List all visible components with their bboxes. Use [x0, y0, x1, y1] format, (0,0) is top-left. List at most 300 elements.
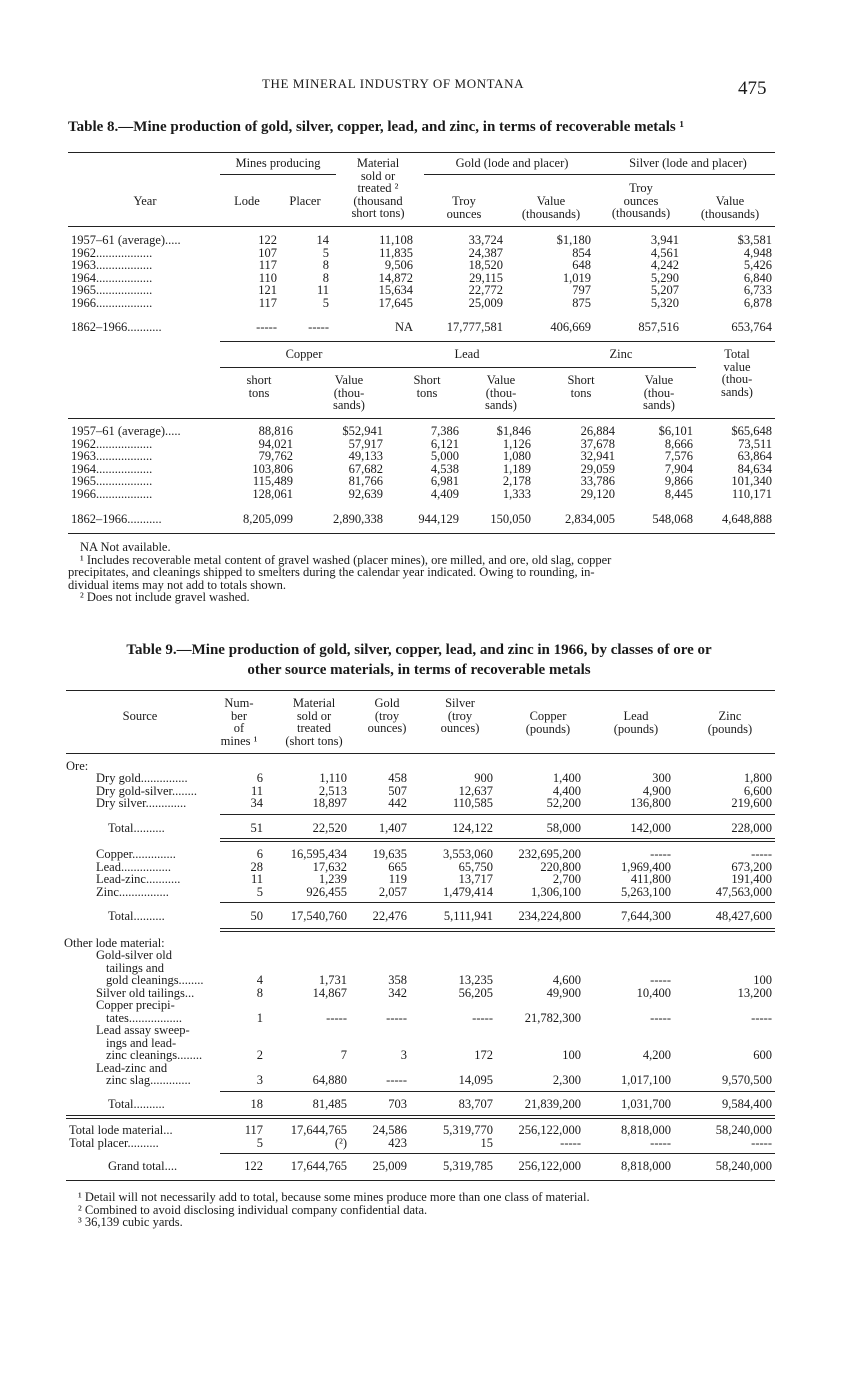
cell-value [410, 1024, 496, 1037]
cell-value: 11 [316, 283, 329, 297]
t9-g1-double-rule [220, 838, 775, 842]
row-label: Grand total.... [108, 1159, 178, 1173]
cell-value: 9,570,500 [722, 1073, 772, 1087]
t9-g3-total [66, 1098, 775, 1111]
cell-value: 256,122,000 [518, 1159, 581, 1173]
cell-value: 6,981 [430, 474, 459, 488]
cell-value: 234,224,800 [518, 909, 581, 923]
t9-g2-rule [220, 902, 775, 903]
cell-value [584, 1024, 674, 1037]
cell-value: 57,917 [348, 436, 383, 451]
cell-value: 22,772 [468, 283, 503, 297]
cell-value: 58,240,000 [715, 1159, 772, 1173]
t8-gold-val-header: Value (thousands) [521, 194, 581, 221]
row-label: tates................. [106, 1010, 183, 1025]
cell-value: 79,762 [258, 449, 293, 463]
cell-value: 56,205 [458, 985, 493, 1000]
cell-value: 84,634 [737, 461, 772, 476]
cell-value: 358 [388, 973, 407, 987]
cell-value: 5,000 [430, 449, 459, 463]
t8-lower-table [68, 425, 775, 500]
cell-value: 17,777,581 [446, 320, 503, 334]
cell-value: 797 [572, 283, 591, 297]
table9-title: Table 9.—Mine production of gold, silver, copper, lead, and zinc in 1966, by classes of ore or other source materials, in terms of recoverable metals [126, 642, 712, 678]
cell-value: 8,445 [664, 486, 693, 501]
cell-value: 228,000 [731, 821, 772, 835]
cell-value: 14,867 [312, 985, 347, 1000]
cell-value: 406,669 [550, 320, 591, 334]
table-row [68, 259, 775, 272]
t8-total-value-header: Total value (thou- sands) [721, 347, 753, 399]
table-row [66, 974, 775, 987]
row-label: Gold-silver old [96, 948, 173, 962]
cell-value: 1,400 [552, 771, 581, 785]
table-row [68, 297, 775, 310]
cell-value: 88,816 [258, 424, 293, 438]
row-label: Dry gold............... [96, 771, 188, 785]
cell-value: 673,200 [731, 859, 772, 874]
table-row [66, 772, 775, 785]
row-label: 1965.................. [71, 474, 153, 488]
cell-value [674, 949, 775, 962]
cell-value: 3 [256, 1073, 263, 1087]
row-label: 1964.................. [71, 461, 153, 476]
cell-value: 4,648,888 [722, 512, 772, 526]
cell-value [350, 949, 410, 962]
cell-value: 18 [250, 1097, 263, 1111]
t8-lower-header-rule [68, 418, 775, 419]
row-label: Dry gold-silver........ [96, 783, 198, 798]
cell-value: 1,126 [502, 436, 531, 451]
cell-value: 18,897 [312, 796, 347, 810]
t8-silver-header: Silver (lode and placer) [629, 156, 747, 170]
row-label: Lead................ [96, 859, 171, 874]
cell-value: 11,108 [379, 233, 413, 247]
t9-gold-header: Gold (troy ounces) [367, 696, 407, 735]
row-label: 1965.................. [71, 283, 153, 297]
cell-value [266, 949, 350, 962]
cell-value: 1,407 [378, 821, 407, 835]
row-label: 1957–61 (average)..... [71, 233, 181, 247]
cell-value: 548,068 [652, 512, 693, 526]
table-row [66, 949, 775, 962]
table-row [68, 488, 775, 501]
cell-value: $52,941 [342, 424, 383, 438]
total-row [68, 321, 775, 334]
t9-header-rule [66, 753, 775, 754]
t9-source-header: Source [122, 709, 158, 723]
table-row [66, 848, 775, 861]
cell-value [496, 999, 584, 1012]
cell-value: 926,455 [306, 884, 347, 899]
total-row [66, 1137, 775, 1150]
cell-value: 14,095 [458, 1073, 493, 1087]
row-label: Lead-zinc........... [96, 872, 181, 886]
running-title: THE MINERAL INDUSTRY OF MONTANA [262, 76, 525, 91]
cell-value: 4,538 [430, 461, 459, 476]
cell-value [266, 999, 350, 1012]
cell-value: 7,644,300 [621, 909, 671, 923]
cell-value: $6,101 [658, 424, 693, 438]
cell-value: ----- [751, 847, 772, 861]
cell-value: ----- [650, 1010, 671, 1025]
cell-value: 49,133 [348, 449, 383, 463]
cell-value: ----- [308, 320, 329, 334]
cell-value: 5,111,941 [443, 909, 493, 923]
cell-value [266, 1037, 350, 1050]
row-label: 1966.................. [71, 486, 153, 501]
t8-mid-rule [220, 341, 775, 342]
cell-value: 423 [388, 1135, 407, 1150]
total-row [68, 513, 775, 526]
table-row [68, 425, 775, 438]
cell-value: 49,900 [546, 985, 581, 1000]
row-label: Copper precipi- [96, 998, 175, 1012]
cell-value: 51 [250, 821, 263, 835]
cell-value: 857,516 [638, 320, 679, 334]
t8-silver-val-header: Value (thousands) [700, 194, 760, 221]
t9-totals-table [66, 1124, 775, 1149]
cell-value: 13,235 [458, 973, 493, 987]
row-label: gold cleanings........ [106, 973, 204, 987]
t9-g1-rule [220, 814, 775, 815]
cell-value: 9,866 [664, 474, 693, 488]
row-label: 1966.................. [71, 295, 153, 310]
cell-value: 8,666 [664, 436, 693, 451]
t9-group3-table [66, 949, 775, 1087]
table-row [66, 886, 775, 899]
cell-value: 17,644,765 [290, 1123, 347, 1137]
cell-value: $1,846 [496, 424, 531, 438]
cell-value: 5,426 [743, 258, 772, 272]
cell-value: 1,306,100 [531, 884, 581, 899]
cell-value [496, 949, 584, 962]
cell-value: 300 [652, 771, 671, 785]
cell-value: 703 [388, 1097, 407, 1111]
t8-material-header: Material sold or treated ² (thousand short tons) [351, 156, 405, 220]
cell-value: 58,000 [546, 821, 581, 835]
cell-value: 5 [256, 884, 263, 899]
t9-g2-total [66, 910, 775, 923]
cell-value: 1,080 [502, 449, 531, 463]
t8-lead-header: Lead [454, 347, 480, 361]
row-label: Total.......... [108, 909, 165, 923]
cell-value: $1,180 [556, 233, 591, 247]
cell-value: 110,171 [731, 486, 772, 501]
table-row [66, 1049, 775, 1062]
cell-value: 944,129 [418, 512, 459, 526]
cell-value: 117 [244, 1123, 263, 1137]
cell-value: 17,644,765 [290, 1159, 347, 1173]
cell-value: 6 [256, 847, 263, 861]
t8-zinc-val-header: Value (thou- sands) [643, 373, 675, 412]
t8-lower-total-table [68, 513, 775, 526]
cell-value: 4,948 [743, 245, 772, 260]
cell-value: 110 [258, 270, 277, 285]
cell-value: 34 [250, 796, 263, 810]
cell-value: 5,290 [650, 270, 679, 285]
cell-value: ----- [751, 1135, 772, 1150]
cell-value: 17,540,760 [290, 909, 347, 923]
t8-lead-val-header: Value (thou- sands) [485, 373, 517, 412]
cell-value: 29,115 [469, 270, 503, 285]
cell-value: 24,586 [372, 1123, 407, 1137]
cell-value: 1,969,400 [621, 859, 671, 874]
cell-value: 33,724 [468, 233, 503, 247]
t8-lode-header: Lode [234, 194, 260, 208]
cell-value: $3,581 [737, 233, 772, 247]
cell-value: 29,059 [580, 461, 615, 476]
cell-value: 342 [388, 985, 407, 1000]
cell-value: 21,839,200 [524, 1097, 581, 1111]
cell-value: 4,242 [650, 258, 679, 272]
cell-value: 4,600 [552, 973, 581, 987]
t8-upper-total-table [68, 321, 775, 334]
cell-value: ----- [751, 1010, 772, 1025]
table-row [66, 1074, 775, 1087]
total-row [66, 910, 775, 923]
cell-value [496, 1024, 584, 1037]
cell-value: 50 [250, 909, 263, 923]
cell-value: 122 [258, 233, 277, 247]
cell-value: 110,585 [452, 796, 493, 810]
cell-value: 63,864 [737, 449, 772, 463]
cell-value: 5,263,100 [621, 884, 671, 899]
cell-value: 11,835 [379, 245, 413, 260]
cell-value: 4,200 [642, 1048, 671, 1062]
t8-metal-rule [424, 174, 775, 175]
t9-g1-total [66, 822, 775, 835]
cell-value: 25,009 [372, 1159, 407, 1173]
cell-value: 4,400 [552, 783, 581, 798]
cell-value: 26,884 [580, 424, 615, 438]
cell-value: 21,782,300 [524, 1010, 581, 1025]
cell-value: 29,120 [580, 486, 615, 501]
cell-value: 6,840 [743, 270, 772, 285]
cell-value: 6 [256, 771, 263, 785]
cell-value [350, 999, 410, 1012]
cell-value: 67,682 [348, 461, 383, 476]
cell-value: 4 [256, 973, 263, 987]
table-row [66, 1024, 775, 1037]
row-label: zinc cleanings........ [106, 1048, 203, 1062]
cell-value: 24,387 [468, 245, 503, 260]
cell-value: ----- [386, 1073, 407, 1087]
row-label: 1963.................. [71, 449, 153, 463]
cell-value: 2,513 [318, 783, 347, 798]
cell-value: 1,019 [562, 270, 591, 285]
cell-value: 2,834,005 [565, 512, 615, 526]
cell-value: 1,110 [319, 771, 347, 785]
cell-value: 220,800 [540, 859, 581, 874]
cell-value: ----- [560, 1135, 581, 1150]
cell-value: 22,520 [312, 821, 347, 835]
t8-upper-table [68, 234, 775, 309]
cell-value: 7,576 [664, 449, 693, 463]
cell-value [410, 949, 496, 962]
cell-value: ----- [326, 1010, 347, 1025]
cell-value: 442 [388, 796, 407, 810]
cell-value: 12,637 [458, 783, 493, 798]
cell-value: 8,818,000 [621, 1123, 671, 1137]
cell-value: ----- [472, 1010, 493, 1025]
t9-g2-double-rule [220, 928, 775, 932]
cell-value: 5 [256, 1135, 263, 1150]
cell-value: 83,707 [458, 1097, 493, 1111]
row-label: 1862–1966........... [71, 512, 162, 526]
cell-value: (²) [334, 1135, 347, 1150]
table-row [68, 450, 775, 463]
t9-number-header: Num- ber of mines ¹ [220, 696, 258, 748]
cell-value: 13,717 [458, 872, 493, 886]
row-label: Total lode material... [69, 1123, 173, 1137]
table-row [68, 284, 775, 297]
cell-value: 4,561 [650, 245, 679, 260]
cell-value: 22,476 [372, 909, 407, 923]
table-row [66, 797, 775, 810]
t9-other-label: Other lode material: [64, 936, 165, 950]
row-label: ings and lead- [106, 1035, 177, 1050]
cell-value [410, 999, 496, 1012]
cell-value: 52,200 [546, 796, 581, 810]
cell-value: 17,645 [378, 295, 413, 310]
cell-value: 81,766 [348, 474, 383, 488]
cell-value: 2,700 [552, 872, 581, 886]
cell-value [350, 1024, 410, 1037]
cell-value: 665 [388, 859, 407, 874]
t8-copper-val-header: Value (thou- sands) [333, 373, 365, 412]
cell-value: 14,872 [378, 270, 413, 285]
cell-value: 7 [340, 1048, 347, 1062]
t9-zinc-header: Zinc (pounds) [707, 709, 753, 736]
cell-value: 648 [572, 258, 591, 272]
cell-value: 600 [753, 1048, 772, 1062]
cell-value: 32,941 [580, 449, 615, 463]
row-label: Total.......... [108, 1097, 165, 1111]
t8-silver-oz-header: Troy ounces (thousands) [611, 181, 671, 220]
t8-copper-header: Copper [285, 347, 323, 361]
cell-value: 411,800 [630, 872, 671, 886]
cell-value: 15 [480, 1135, 493, 1150]
table-row [66, 873, 775, 886]
cell-value: 122 [244, 1159, 263, 1173]
cell-value: 900 [474, 771, 493, 785]
cell-value: 6,600 [743, 783, 772, 798]
cell-value [584, 999, 674, 1012]
t8-lower-metal-rule [220, 367, 696, 368]
t8-year-header: Year [133, 194, 157, 208]
cell-value: 94,021 [258, 436, 293, 451]
row-label: 1957–61 (average)..... [71, 424, 181, 438]
t9-grand-total-table [66, 1160, 775, 1173]
cell-value: 103,806 [252, 461, 293, 476]
cell-value: 1,189 [502, 461, 531, 476]
cell-value: 58,240,000 [715, 1123, 772, 1137]
cell-value: 5,320 [650, 295, 679, 310]
cell-value: ----- [650, 1135, 671, 1150]
cell-value [216, 949, 266, 962]
cell-value: 232,695,200 [518, 847, 581, 861]
cell-value: 1,333 [502, 486, 531, 501]
cell-value: 16,595,434 [290, 847, 347, 861]
cell-value: 33,786 [580, 474, 615, 488]
cell-value: 64,880 [312, 1073, 347, 1087]
total-row [66, 1098, 775, 1111]
cell-value [674, 1024, 775, 1037]
t9-lead-header: Lead (pounds) [613, 709, 659, 736]
cell-value [674, 999, 775, 1012]
row-label: Copper.............. [96, 847, 176, 861]
cell-value: $65,648 [731, 424, 772, 438]
cell-value: 8,818,000 [621, 1159, 671, 1173]
cell-value: 7,904 [664, 461, 693, 476]
cell-value: 17,632 [312, 859, 347, 874]
cell-value [584, 949, 674, 962]
cell-value: ----- [256, 320, 277, 334]
row-label: Total.......... [108, 821, 165, 835]
cell-value: 8 [256, 985, 263, 1000]
t8-copper-tons-header: short tons [246, 373, 272, 400]
cell-value: 2,178 [502, 474, 531, 488]
cell-value: 92,639 [348, 486, 383, 501]
row-label: Lead-zinc and [96, 1060, 168, 1075]
cell-value: ----- [650, 973, 671, 987]
cell-value: 19,635 [372, 847, 407, 861]
cell-value: 6,733 [743, 283, 772, 297]
cell-value: 48,427,600 [715, 909, 772, 923]
t8-gold-oz-header: Troy ounces [446, 194, 482, 221]
cell-value: 2,057 [378, 884, 407, 899]
cell-value: 4,409 [430, 486, 459, 501]
t9-silver-header: Silver (troy ounces) [440, 696, 480, 735]
cell-value: 100 [562, 1048, 581, 1062]
cell-value: 5,207 [650, 283, 679, 297]
cell-value: 1,239 [318, 872, 347, 886]
row-label: 1862–1966........... [71, 320, 162, 334]
t8-gold-header: Gold (lode and placer) [455, 156, 569, 170]
cell-value: 10,400 [636, 985, 671, 1000]
cell-value: 653,764 [731, 320, 772, 334]
cell-value: 11 [250, 872, 263, 886]
cell-value: 121 [258, 283, 277, 297]
cell-value: 6,878 [743, 295, 772, 310]
table-row [66, 999, 775, 1012]
cell-value: 73,511 [738, 436, 772, 451]
t8-placer-header: Placer [289, 194, 321, 208]
cell-value: 100 [753, 973, 772, 987]
row-label: 1964.................. [71, 270, 153, 285]
cell-value: 5 [322, 245, 329, 260]
row-label: 1962.................. [71, 436, 153, 451]
table-row [68, 234, 775, 247]
cell-value: ----- [386, 1010, 407, 1025]
row-label: Dry silver............. [96, 796, 187, 810]
cell-value: 37,678 [580, 436, 615, 451]
cell-value: 124,122 [452, 821, 493, 835]
t9-group2-table [66, 848, 775, 898]
cell-value: 25,009 [468, 295, 503, 310]
cell-value: 11 [250, 783, 263, 798]
cell-value: 81,485 [312, 1097, 347, 1111]
cell-value: 47,563,000 [715, 884, 772, 899]
total-row [66, 1124, 775, 1137]
row-label: tailings and [106, 960, 164, 975]
cell-value: 1,731 [318, 973, 347, 987]
cell-value: 1,017,100 [621, 1073, 671, 1087]
cell-value: 9,584,400 [722, 1097, 772, 1111]
page-number: 475 [738, 78, 767, 99]
cell-value: 256,122,000 [518, 1123, 581, 1137]
